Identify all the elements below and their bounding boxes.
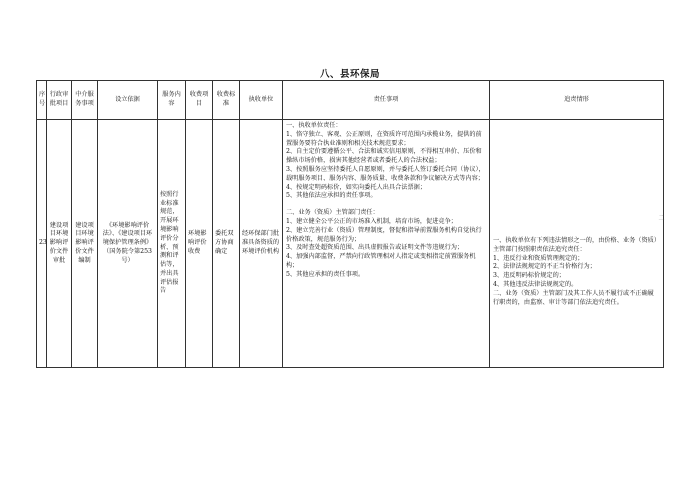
header-fee-item: 收费项目	[186, 81, 213, 120]
header-fee-standard: 收费标准	[213, 81, 240, 120]
header-accountability: 追责情形	[490, 81, 664, 120]
cell-admin-item: 建设项目环境影响评价文件审批	[47, 120, 72, 368]
responsibility-item: 一、执收单位责任：	[286, 122, 342, 129]
responsibility-item: 3、及时查处超资质范围、出具虚假报告或证明文件等违规行为；	[286, 244, 464, 252]
table-row	[37, 120, 664, 368]
cell-intermediary: 建设项目环境影响评价文件编制	[72, 120, 98, 368]
accountability-list	[493, 237, 660, 307]
fee-table	[36, 80, 664, 368]
accountability-item: 二、业务（资质）主管部门及其工作人员不履行或不正确履行职责的，由监察、审计等部门依法追究责任。	[493, 289, 654, 306]
accountability-item: 3、违反明码标价规定的；	[493, 272, 565, 280]
responsibility-item: 2、建立完善行业（资质）管理制度，督促和指导前置服务机构自觉执行价格政策，规范服务行为；	[286, 226, 482, 243]
header-row	[37, 81, 664, 120]
responsibility-item: 1、建立健全公平公正的市场准入机制，培育市场，促进竞争；	[286, 217, 457, 225]
cell-basis: 《环境影响评价法》、《建设项目环境保护管理条例》（国务院令第253号）	[98, 120, 158, 368]
responsibility-item: 4、按规定明码标价，如实向委托人出具合法票据；	[286, 183, 427, 191]
cell-implementer: 经环保部门批准具备资质的环境评价机构	[240, 120, 283, 368]
header-content: 服务内容	[158, 81, 186, 120]
header-basis: 设立依据	[98, 81, 158, 120]
header-seq: 序号	[37, 81, 47, 120]
accountability-item: 2、法律法规规定的不正当价格行为；	[493, 263, 596, 271]
header-implementer: 执收单位	[240, 81, 283, 120]
responsibility-item: 5、其他依法应承担的责任事项。	[286, 192, 377, 200]
responsibility-item: 2、自主定价要遵循公平、合法和诚实信用原则，不得相互串价、压价和操纵市场价格，损害其他经营者或者委托人的合法权益；	[286, 148, 482, 165]
header-admin-item: 行政审批项目	[47, 81, 72, 120]
cell-seq: 23	[37, 120, 47, 368]
header-intermediary: 中介服务事项	[72, 81, 98, 120]
responsibility-list	[286, 122, 486, 280]
header-responsibility: 责任事项	[283, 81, 490, 120]
responsibility-item: 3、按照服务应坚持委托人自愿原则，并与委托人签订委托合同（协议），载明服务项目、服务内容、服务质量、收费条款和争议解决方式等内容；	[286, 165, 485, 182]
section-title: 八、县环保局	[319, 69, 380, 80]
page-marker: 二	[658, 214, 665, 222]
responsibility-item	[286, 201, 486, 209]
cell-fee-item: 环境影响评价收费	[186, 120, 213, 368]
cell-content: 按照行业标准规范，开展环境影响评价分析、预测和评估等，并出具评估报告	[158, 120, 186, 368]
accountability-item: 4、其他违反法律法规规定的。	[493, 280, 578, 288]
accountability-item: 一、执收单位有下列违法情形之一的，由价格、业务（资质）主管部门按照职责依法追究责任：	[493, 237, 657, 253]
cell-fee-standard: 委托双方协商确定	[213, 120, 240, 368]
responsibility-item: 4、加强内部监督，严禁向行政管理相对人指定或变相指定前置服务机构；	[286, 253, 476, 269]
cell-accountability	[490, 120, 664, 368]
responsibility-item: 5、其他应承担的责任事项。	[286, 270, 365, 278]
responsibility-item: 二、业务（资质）主管部门责任：	[286, 209, 379, 217]
accountability-item: 1、违反行业和资质管理规定的；	[493, 254, 584, 262]
responsibility-item: 1、恪守独立、客观、公正原则，在资质许可范围内承揽业务，提供的前置服务要符合执业准则和相关技术规范要求；	[286, 130, 482, 147]
